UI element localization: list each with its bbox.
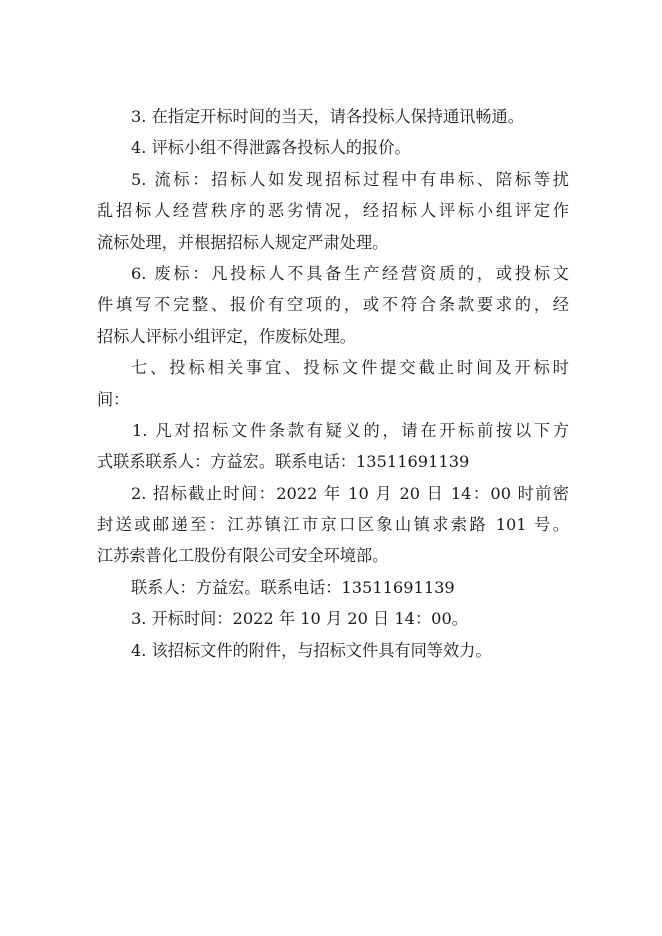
item-3-opening-time: 3. 开标时间：2022 年 10 月 20 日 14：00。	[131, 609, 468, 629]
item-4-attachment-validity: 4. 该招标文件的附件，与招标文件具有同等效力。	[131, 640, 492, 660]
item-1-inquiries-line-1: 1. 凡对招标文件条款有疑义的，请在开标前按以下方	[132, 420, 569, 440]
clause-6-invalid-bid-line-2: 件填写不完整、报价有空项的，或不符合条款要求的，经	[97, 295, 569, 315]
section-7-heading-line-2: 间：	[97, 389, 130, 409]
clause-3-contact-during-opening: 3. 在指定开标时间的当天，请各投标人保持通讯畅通。	[131, 107, 524, 126]
clause-5-failed-bid-line-3: 流标处理，并根据招标人规定严肃处理。	[97, 232, 389, 252]
item-2-deadline-line-1: 2. 招标截止时间：2022 年 10 月 20 日 14：00 时前密	[131, 483, 569, 503]
clause-4-confidential-pricing: 4. 评标小组不得泄露各投标人的报价。	[131, 138, 411, 158]
item-2-deadline-line-2: 封送或邮递至：江苏镇江市京口区象山镇求索路 101 号。	[97, 515, 569, 535]
document-body	[97, 101, 569, 666]
item-1-inquiries-line-2: 式联系联系人：方益宏。联系电话：13511691139	[97, 452, 470, 472]
clause-6-invalid-bid-line-3: 招标人评标小组评定，作废标处理。	[97, 326, 356, 346]
item-2-deadline-line-3: 江苏索普化工股份有限公司安全环境部。	[97, 546, 389, 566]
clause-6-invalid-bid-line-1: 6. 废标：凡投标人不具备生产经营资质的，或投标文	[131, 263, 569, 283]
clause-5-failed-bid-line-2: 乱招标人经营秩序的恶劣情况，经招标人评标小组评定作	[97, 201, 569, 221]
clause-5-failed-bid-line-1: 5. 流标：招标人如发现招标过程中有串标、陪标等扰	[131, 169, 569, 189]
section-7-heading-line-1: 七、投标相关事宜、投标文件提交截止时间及开标时	[131, 358, 569, 378]
contact-person-line: 联系人：方益宏。联系电话：13511691139	[131, 577, 455, 597]
